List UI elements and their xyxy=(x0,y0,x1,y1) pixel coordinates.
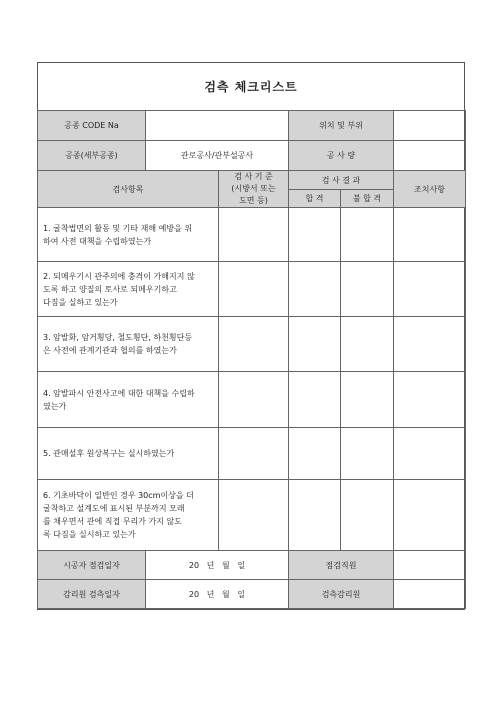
checklist-table xyxy=(37,110,466,609)
checklist-item-2: 2. 되메우기시 관주의에 충격이 가해지지 않 도록 하고 양질의 토사로 되메우기하고 다짐을 실하고 있는가 xyxy=(38,262,219,317)
criteria-cell-2[interactable] xyxy=(219,262,289,317)
code-value[interactable] xyxy=(146,111,289,141)
item-header: 검사항목 xyxy=(38,171,219,208)
result-header: 검 사 결 과 xyxy=(289,171,394,190)
pass-cell-2[interactable] xyxy=(289,262,341,317)
row-header-1 xyxy=(38,171,466,190)
contractor-date-label: 시공자 점검일자 xyxy=(38,551,146,580)
criteria-header-line-3: 도면 등) xyxy=(239,196,268,205)
action-cell-4[interactable] xyxy=(394,372,466,428)
document-title: 검측 체크리스트 xyxy=(204,80,298,94)
pass-cell-5[interactable] xyxy=(289,428,341,480)
action-cell-3[interactable] xyxy=(394,317,466,372)
quantity-label: 공 사 량 xyxy=(289,141,394,171)
checklist-item-4: 4. 암발파시 안전사고에 대한 대책을 수립하 였는가 xyxy=(38,372,219,428)
fail-header: 불 합 격 xyxy=(341,190,394,208)
criteria-header-line-2: (시방서 또는 xyxy=(231,184,276,193)
pass-cell-3[interactable] xyxy=(289,317,341,372)
fail-cell-4[interactable] xyxy=(341,372,394,428)
fail-cell-3[interactable] xyxy=(341,317,394,372)
row-supervisor xyxy=(38,580,466,609)
action-cell-2[interactable] xyxy=(394,262,466,317)
checklist-item-3: 3. 암발화, 암거횡당, 철도횡단, 하천횡단등 은 사전에 관계기관과 협의를 하였는가 xyxy=(38,317,219,372)
checklist-row-2 xyxy=(38,262,466,317)
criteria-cell-3[interactable] xyxy=(219,317,289,372)
supervisor-date-label: 감리원 검측일자 xyxy=(38,580,146,609)
row-code xyxy=(38,111,466,141)
checklist-row-4 xyxy=(38,372,466,428)
supervisor-staff-value[interactable] xyxy=(394,580,466,609)
supervisor-date-value[interactable]: 20 년 월 일 xyxy=(146,580,289,609)
supervisor-staff-label: 검측감리원 xyxy=(289,580,394,609)
criteria-cell-4[interactable] xyxy=(219,372,289,428)
checklist-item-5: 5. 관매설후 원상복구는 실시하였는가 xyxy=(38,428,219,480)
subwork-label: 공종(세부공종) xyxy=(38,141,146,171)
quantity-value[interactable] xyxy=(394,141,466,171)
location-label: 위치 및 부위 xyxy=(289,111,394,141)
checklist-item-1: 1. 굴착법면의 활동 및 기타 재해 예방을 위 하여 사전 대책을 수립하였는가 xyxy=(38,208,219,262)
subwork-value: 관로공사/관부설공사 xyxy=(146,141,289,171)
row-contractor xyxy=(38,551,466,580)
pass-cell-4[interactable] xyxy=(289,372,341,428)
action-cell-6[interactable] xyxy=(394,480,466,551)
criteria-header-line-1: 검 사 기 준 xyxy=(234,172,273,181)
contractor-staff-label: 점검직원 xyxy=(289,551,394,580)
fail-cell-5[interactable] xyxy=(341,428,394,480)
checklist-form xyxy=(37,62,465,610)
criteria-header xyxy=(219,171,289,208)
checklist-row-5 xyxy=(38,428,466,480)
pass-header: 합 격 xyxy=(289,190,341,208)
pass-cell-6[interactable] xyxy=(289,480,341,551)
fail-cell-1[interactable] xyxy=(341,208,394,262)
action-cell-1[interactable] xyxy=(394,208,466,262)
checklist-row-1 xyxy=(38,208,466,262)
criteria-cell-6[interactable] xyxy=(219,480,289,551)
row-subwork xyxy=(38,141,466,171)
code-label: 공종 CODE Na xyxy=(38,111,146,141)
checklist-row-6 xyxy=(38,480,466,551)
checklist-item-6: 6. 기초바닥이 일반인 경우 30cm이상을 더 굴착하고 설계도에 표시된 부분까지 모래 를 채우면서 관에 직접 무리가 가지 않도 록 다짐을 실시하고 있는가 xyxy=(38,480,219,551)
contractor-date-value[interactable]: 20 년 월 일 xyxy=(146,551,289,580)
checklist-row-3 xyxy=(38,317,466,372)
contractor-staff-value[interactable] xyxy=(394,551,466,580)
fail-cell-6[interactable] xyxy=(341,480,394,551)
criteria-cell-5[interactable] xyxy=(219,428,289,480)
location-value[interactable] xyxy=(394,111,466,141)
criteria-cell-1[interactable] xyxy=(219,208,289,262)
action-cell-5[interactable] xyxy=(394,428,466,480)
fail-cell-2[interactable] xyxy=(341,262,394,317)
action-header: 조치사항 xyxy=(394,171,466,208)
pass-cell-1[interactable] xyxy=(289,208,341,262)
